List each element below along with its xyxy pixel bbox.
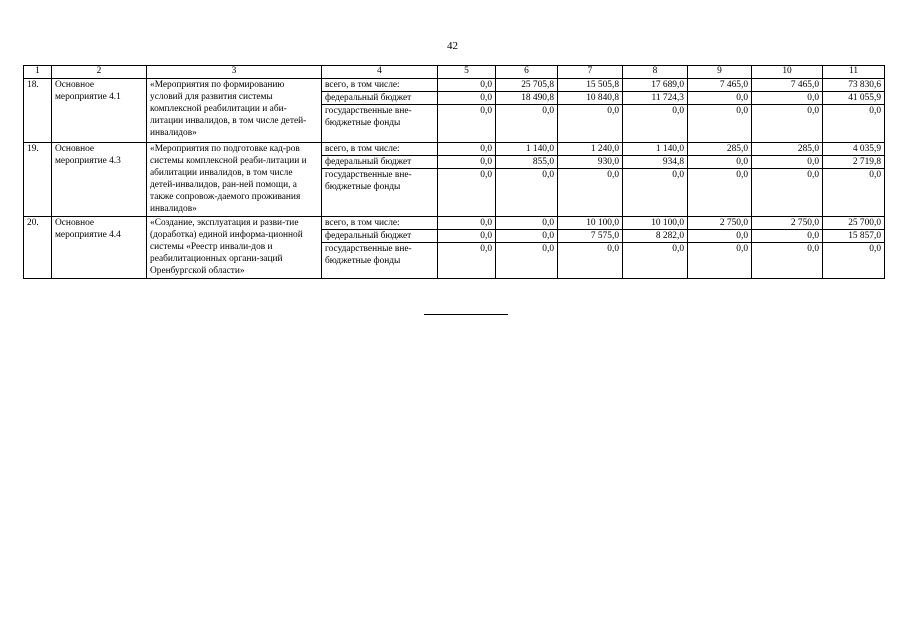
value-cell: 934,8 bbox=[623, 156, 688, 169]
value-cell: 0,0 bbox=[752, 156, 823, 169]
value-cell: 0,0 bbox=[623, 169, 688, 217]
value-cell: 18 490,8 bbox=[496, 92, 558, 105]
value-cell: 855,0 bbox=[496, 156, 558, 169]
value-cell: 7 575,0 bbox=[558, 230, 623, 243]
value-cell: 930,0 bbox=[558, 156, 623, 169]
funding-source: государственные вне-бюджетные фонды bbox=[322, 169, 438, 217]
funding-source: всего, в том числе: bbox=[322, 143, 438, 156]
value-cell: 0,0 bbox=[558, 105, 623, 143]
funding-source: государственные вне-бюджетные фонды bbox=[322, 105, 438, 143]
value-cell: 10 100,0 bbox=[558, 217, 623, 230]
activity-description: «Мероприятия по подготовке кад-ров системы комплексной реаби-литации и абилитации инвалидов, в том числе детей-инвалидов, ран-ней помощи, а также сопровож-даемого проживания инвалидов» bbox=[147, 143, 322, 217]
activity-type: Основное мероприятие 4.1 bbox=[52, 79, 147, 143]
column-header: 3 bbox=[147, 66, 322, 79]
funding-source: федеральный бюджет bbox=[322, 230, 438, 243]
value-cell: 0,0 bbox=[752, 92, 823, 105]
funding-source: федеральный бюджет bbox=[322, 92, 438, 105]
value-cell: 11 724,3 bbox=[623, 92, 688, 105]
budget-table bbox=[23, 65, 885, 279]
funding-source: федеральный бюджет bbox=[322, 156, 438, 169]
value-cell: 25 700,0 bbox=[823, 217, 885, 230]
row-number: 18. bbox=[24, 79, 52, 143]
column-header: 8 bbox=[623, 66, 688, 79]
value-cell: 0,0 bbox=[688, 92, 752, 105]
column-number-row bbox=[24, 66, 885, 79]
value-cell: 285,0 bbox=[688, 143, 752, 156]
column-header: 9 bbox=[688, 66, 752, 79]
value-cell: 0,0 bbox=[438, 169, 496, 217]
row-number: 19. bbox=[24, 143, 52, 217]
value-cell: 0,0 bbox=[688, 105, 752, 143]
end-divider-line bbox=[424, 314, 508, 315]
value-cell: 0,0 bbox=[438, 92, 496, 105]
value-cell: 15 857,0 bbox=[823, 230, 885, 243]
column-header: 7 bbox=[558, 66, 623, 79]
value-cell: 1 140,0 bbox=[623, 143, 688, 156]
value-cell: 0,0 bbox=[752, 169, 823, 217]
value-cell: 0,0 bbox=[623, 105, 688, 143]
value-cell: 0,0 bbox=[823, 169, 885, 217]
value-cell: 2 750,0 bbox=[688, 217, 752, 230]
value-cell: 0,0 bbox=[688, 243, 752, 279]
value-cell: 7 465,0 bbox=[752, 79, 823, 92]
value-cell: 73 830,6 bbox=[823, 79, 885, 92]
activity-description: «Мероприятия по формированию условий для развития системы комплексной реабилитации и аби-литации инвалидов, в том числе детей-инвалидов» bbox=[147, 79, 322, 143]
value-cell: 4 035,9 bbox=[823, 143, 885, 156]
column-header: 11 bbox=[823, 66, 885, 79]
activity-type: Основное мероприятие 4.4 bbox=[52, 217, 147, 279]
value-cell: 0,0 bbox=[823, 243, 885, 279]
row-number: 20. bbox=[24, 217, 52, 279]
value-cell: 25 705,8 bbox=[496, 79, 558, 92]
value-cell: 0,0 bbox=[623, 243, 688, 279]
value-cell: 0,0 bbox=[438, 156, 496, 169]
activity-type: Основное мероприятие 4.3 bbox=[52, 143, 147, 217]
value-cell: 0,0 bbox=[752, 230, 823, 243]
column-header: 2 bbox=[52, 66, 147, 79]
column-header: 4 bbox=[322, 66, 438, 79]
value-cell: 7 465,0 bbox=[688, 79, 752, 92]
table-row bbox=[24, 79, 885, 92]
value-cell: 0,0 bbox=[496, 243, 558, 279]
page-number: 42 bbox=[447, 40, 458, 52]
value-cell: 0,0 bbox=[688, 156, 752, 169]
value-cell: 17 689,0 bbox=[623, 79, 688, 92]
value-cell: 0,0 bbox=[496, 105, 558, 143]
value-cell: 0,0 bbox=[496, 217, 558, 230]
value-cell: 0,0 bbox=[496, 230, 558, 243]
value-cell: 8 282,0 bbox=[623, 230, 688, 243]
value-cell: 0,0 bbox=[438, 230, 496, 243]
value-cell: 0,0 bbox=[688, 169, 752, 217]
value-cell: 285,0 bbox=[752, 143, 823, 156]
value-cell: 0,0 bbox=[752, 243, 823, 279]
funding-source: государственные вне-бюджетные фонды bbox=[322, 243, 438, 279]
column-header: 5 bbox=[438, 66, 496, 79]
value-cell: 1 140,0 bbox=[496, 143, 558, 156]
value-cell: 10 840,8 bbox=[558, 92, 623, 105]
funding-source: всего, в том числе: bbox=[322, 79, 438, 92]
value-cell: 0,0 bbox=[688, 230, 752, 243]
value-cell: 0,0 bbox=[558, 169, 623, 217]
table-row bbox=[24, 217, 885, 230]
value-cell: 10 100,0 bbox=[623, 217, 688, 230]
value-cell: 41 055,9 bbox=[823, 92, 885, 105]
funding-source: всего, в том числе: bbox=[322, 217, 438, 230]
value-cell: 0,0 bbox=[438, 217, 496, 230]
value-cell: 0,0 bbox=[438, 243, 496, 279]
value-cell: 0,0 bbox=[438, 143, 496, 156]
column-header: 10 bbox=[752, 66, 823, 79]
column-header: 1 bbox=[24, 66, 52, 79]
value-cell: 2 750,0 bbox=[752, 217, 823, 230]
value-cell: 0,0 bbox=[438, 79, 496, 92]
value-cell: 0,0 bbox=[558, 243, 623, 279]
table-row bbox=[24, 143, 885, 156]
column-header: 6 bbox=[496, 66, 558, 79]
value-cell: 0,0 bbox=[823, 105, 885, 143]
value-cell: 1 240,0 bbox=[558, 143, 623, 156]
value-cell: 2 719,8 bbox=[823, 156, 885, 169]
value-cell: 15 505,8 bbox=[558, 79, 623, 92]
activity-description: «Создание, эксплуатация и разви-тие (доработка) единой информа-ционной системы «Реестр инвали-дов и реабилитационных органи-заций Оренбургской области» bbox=[147, 217, 322, 279]
value-cell: 0,0 bbox=[438, 105, 496, 143]
value-cell: 0,0 bbox=[752, 105, 823, 143]
value-cell: 0,0 bbox=[496, 169, 558, 217]
